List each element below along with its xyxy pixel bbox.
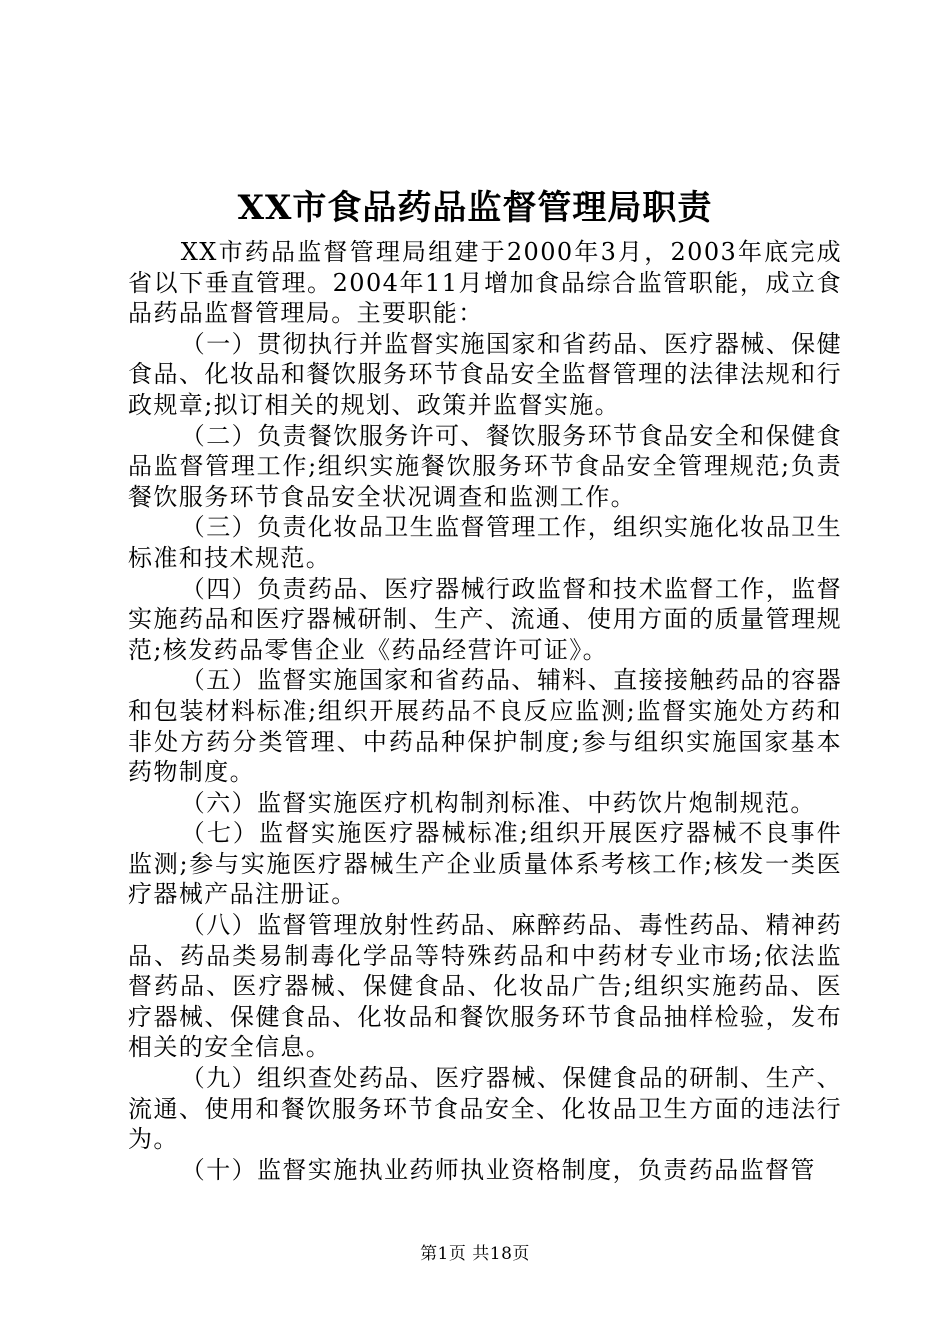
paragraph-item-4: （四）负责药品、医疗器械行政监督和技术监督工作，监督实施药品和医疗器械研制、生产、流通、使用方面的质量管理规范;核发药品零售企业《药品经营许可证》。 [128, 574, 842, 664]
document-body [128, 237, 842, 1185]
paragraph-item-9: （九）组织查处药品、医疗器械、保健食品的研制、生产、流通、使用和餐饮服务环节食品安全、化妆品卫生方面的违法行为。 [128, 1064, 842, 1154]
page-number-footer: 第1页 共18页 [420, 1244, 530, 1264]
paragraph-item-1: （一）贯彻执行并监督实施国家和省药品、医疗器械、保健食品、化妆品和餐饮服务环节食品安全监督管理的法律法规和行政规章;拟订相关的规划、政策并监督实施。 [128, 329, 842, 419]
paragraph-item-6: （六）监督实施医疗机构制剂标准、中药饮片炮制规范。 [180, 788, 816, 817]
paragraph-item-2: （二）负责餐饮服务许可、餐饮服务环节食品安全和保健食品监督管理工作;组织实施餐饮服务环节食品安全管理规范;负责餐饮服务环节食品安全状况调查和监测工作。 [128, 421, 842, 511]
paragraph-item-7: （七）监督实施医疗器械标准;组织开展医疗器械不良事件监测;参与实施医疗器械生产企业质量体系考核工作;核发一类医疗器械产品注册证。 [128, 819, 842, 909]
paragraph-item-10: （十）监督实施执业药师执业资格制度，负责药品监督管 [180, 1155, 816, 1184]
paragraph-item-3: （三）负责化妆品卫生监督管理工作，组织实施化妆品卫生标准和技术规范。 [128, 513, 842, 572]
paragraph-intro: XX市药品监督管理局组建于2000年3月，2003年底完成省以下垂直管理。2004年11月增加食品综合监管职能，成立食品药品监督管理局。主要职能： [128, 238, 842, 328]
paragraph-item-5: （五）监督实施国家和省药品、辅料、直接接触药品的容器和包装材料标准;组织开展药品不良反应监测;监督实施处方药和非处方药分类管理、中药品种保护制度;参与组织实施国家基本药物制度。 [128, 666, 842, 787]
paragraph-item-8: （八）监督管理放射性药品、麻醉药品、毒性药品、精神药品、药品类易制毒化学品等特殊药品和中药材专业市场;依法监督药品、医疗器械、保健食品、化妆品广告;组织实施药品、医疗器械、保健食品、化妆品和餐饮服务环节食品抽样检验，发布相关的安全信息。 [128, 911, 842, 1062]
document-title: XX市食品药品监督管理局职责 [237, 188, 713, 228]
